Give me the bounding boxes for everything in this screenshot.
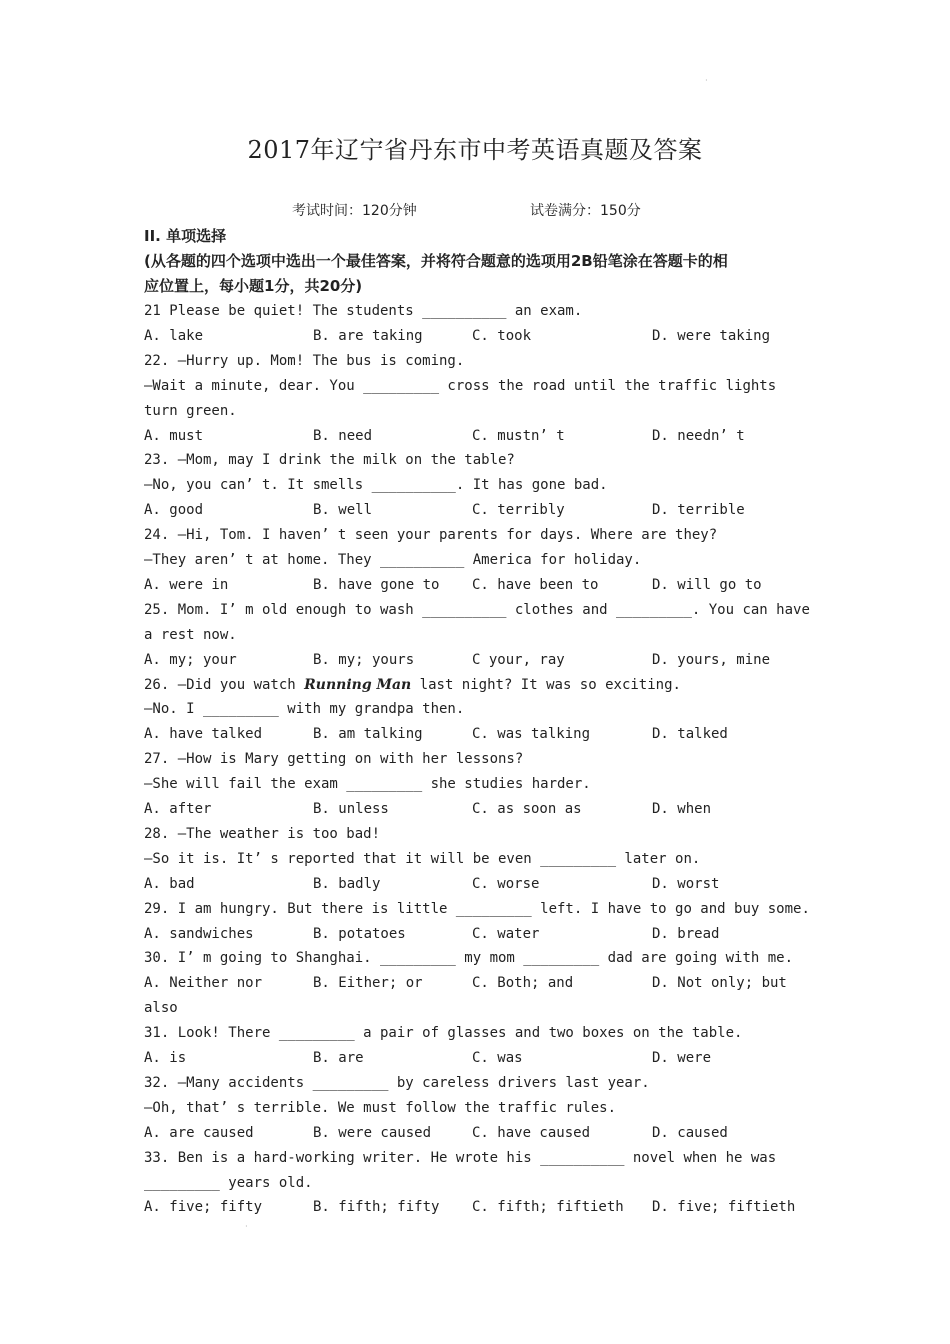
question-stem: 22. —Hurry up. Mom! The bus is coming.	[144, 352, 465, 369]
answer-option: B. potatoes	[313, 925, 406, 942]
answer-option: C. mustn’ t	[472, 427, 565, 444]
answer-option: B. well	[313, 502, 373, 519]
answer-option: C your, ray	[472, 651, 565, 668]
answer-option: D. Not only; but	[652, 975, 787, 992]
question-stem: —She will fail the exam _________ she studies harder.	[144, 776, 591, 793]
emphasized-title: Running Man	[304, 676, 412, 693]
answer-option: D. needn’ t	[652, 427, 745, 444]
answer-option: A. five; fifty	[144, 1199, 263, 1216]
question-stem: 26. —Did you watch Running Man last night? It was so exciting.	[144, 676, 681, 693]
answer-option: C. was	[472, 1050, 523, 1066]
answer-option: D. caused	[652, 1124, 728, 1141]
answer-option: D. terrible	[652, 502, 745, 519]
exam-time: 考试时间：120分钟	[292, 203, 417, 219]
answer-option: D. will go to	[652, 576, 762, 593]
question-stem: —Oh, that’ s terrible. We must follow the traffic rules.	[144, 1099, 617, 1116]
question-stem: 21 Please be quiet! The students __________ an exam.	[144, 303, 583, 319]
section-instruction-2: 应位置上，每小题1分，共20分)	[144, 277, 363, 295]
answer-option: D. yours, mine	[652, 651, 771, 668]
question-stem: 31. Look! There _________ a pair of glasses and two boxes on the table.	[144, 1025, 743, 1042]
question-stem: 27. —How is Mary getting on with her lessons?	[144, 751, 524, 768]
answer-option: A. sandwiches	[144, 925, 254, 942]
answer-option: C. was talking	[472, 726, 591, 743]
answer-option: D. talked	[652, 726, 728, 743]
answer-option: B. am talking	[313, 726, 423, 743]
answer-option: B. were caused	[313, 1124, 432, 1141]
section-instruction-1: (从各题的四个选项中选出一个最佳答案，并将符合题意的选项用2B铅笔涂在答题卡的相	[144, 252, 728, 270]
answer-option: A. after	[144, 801, 212, 817]
answer-option: A. are caused	[144, 1124, 254, 1141]
answer-option: C. terribly	[472, 502, 565, 519]
answer-option: C. took	[472, 327, 532, 344]
question-stem: a rest now.	[144, 626, 237, 643]
answer-option: D. were taking	[652, 327, 771, 344]
answer-option: B. Either; or	[313, 975, 423, 992]
answer-option: A. were in	[144, 576, 229, 593]
answer-option: A. must	[144, 427, 204, 444]
answer-option: A. good	[144, 502, 204, 519]
question-stem: 32. —Many accidents _________ by careless drivers last year.	[144, 1074, 650, 1091]
answer-option: B. my; yours	[313, 651, 415, 668]
answer-option: D. were	[652, 1050, 712, 1066]
question-stem: 23. —Mom, may I drink the milk on the table?	[144, 452, 515, 469]
scan-dot: ·	[705, 76, 708, 85]
question-stem: 24. —Hi, Tom. I haven’ t seen your parents for days. Where are they?	[144, 527, 718, 544]
question-stem: _________ years old.	[144, 1174, 313, 1191]
question-stem: —No. I _________ with my grandpa then.	[144, 701, 465, 718]
answer-option: C. have been to	[472, 576, 599, 593]
question-stem: 33. Ben is a hard-working writer. He wrote his __________ novel when he was	[144, 1149, 777, 1166]
answer-option: D. five; fiftieth	[652, 1199, 796, 1216]
answer-option: C. have caused	[472, 1124, 591, 1141]
question-stem: turn green.	[144, 402, 237, 419]
answer-option: D. bread	[652, 925, 720, 942]
answer-option: A. Neither nor	[144, 975, 263, 992]
answer-option: C. fifth; fiftieth	[472, 1199, 624, 1216]
answer-option-continuation: also	[144, 1000, 178, 1017]
answer-option: B. have gone to	[313, 576, 440, 593]
answer-option: A. lake	[144, 327, 204, 344]
answer-option: D. when	[652, 801, 712, 817]
answer-option: B. fifth; fifty	[313, 1199, 440, 1216]
question-stem: 30. I’ m going to Shanghai. _________ my mom _________ dad are going with me.	[144, 950, 794, 967]
answer-option: C. water	[472, 925, 540, 942]
answer-option: B. badly	[313, 875, 381, 892]
scan-dot: ·	[245, 1222, 248, 1231]
answer-option: B. are taking	[313, 327, 423, 344]
full-score: 试卷满分：150分	[530, 203, 641, 219]
question-stem: 28. —The weather is too bad!	[144, 825, 381, 842]
question-stem: —Wait a minute, dear. You _________ cross the road until the traffic lights	[144, 377, 777, 394]
answer-option: C. as soon as	[472, 801, 582, 817]
question-stem: —No, you can’ t. It smells __________. It has gone bad.	[144, 477, 608, 494]
answer-option: A. have talked	[144, 726, 263, 743]
question-stem: 25. Mom. I’ m old enough to wash __________ clothes and _________. You can have	[144, 601, 810, 618]
answer-option: B. unless	[313, 801, 389, 817]
page-title: 2017年辽宁省丹东市中考英语真题及答案	[247, 136, 703, 164]
question-stem: 29. I am hungry. But there is little _________ left. I have to go and buy some.	[144, 900, 810, 917]
answer-option: A. my; your	[144, 651, 237, 668]
answer-option: A. is	[144, 1050, 187, 1066]
answer-option: A. bad	[144, 875, 195, 892]
answer-option: B. need	[313, 427, 373, 444]
question-stem: —They aren’ t at home. They __________ America for holiday.	[144, 552, 642, 568]
section-heading: II. 单项选择	[144, 227, 227, 245]
answer-option: C. worse	[472, 875, 540, 892]
question-stem: —So it is. It’ s reported that it will be even _________ later on.	[144, 850, 701, 867]
answer-option: D. worst	[652, 875, 720, 892]
answer-option: C. Both; and	[472, 975, 574, 992]
answer-option: B. are	[313, 1050, 364, 1066]
